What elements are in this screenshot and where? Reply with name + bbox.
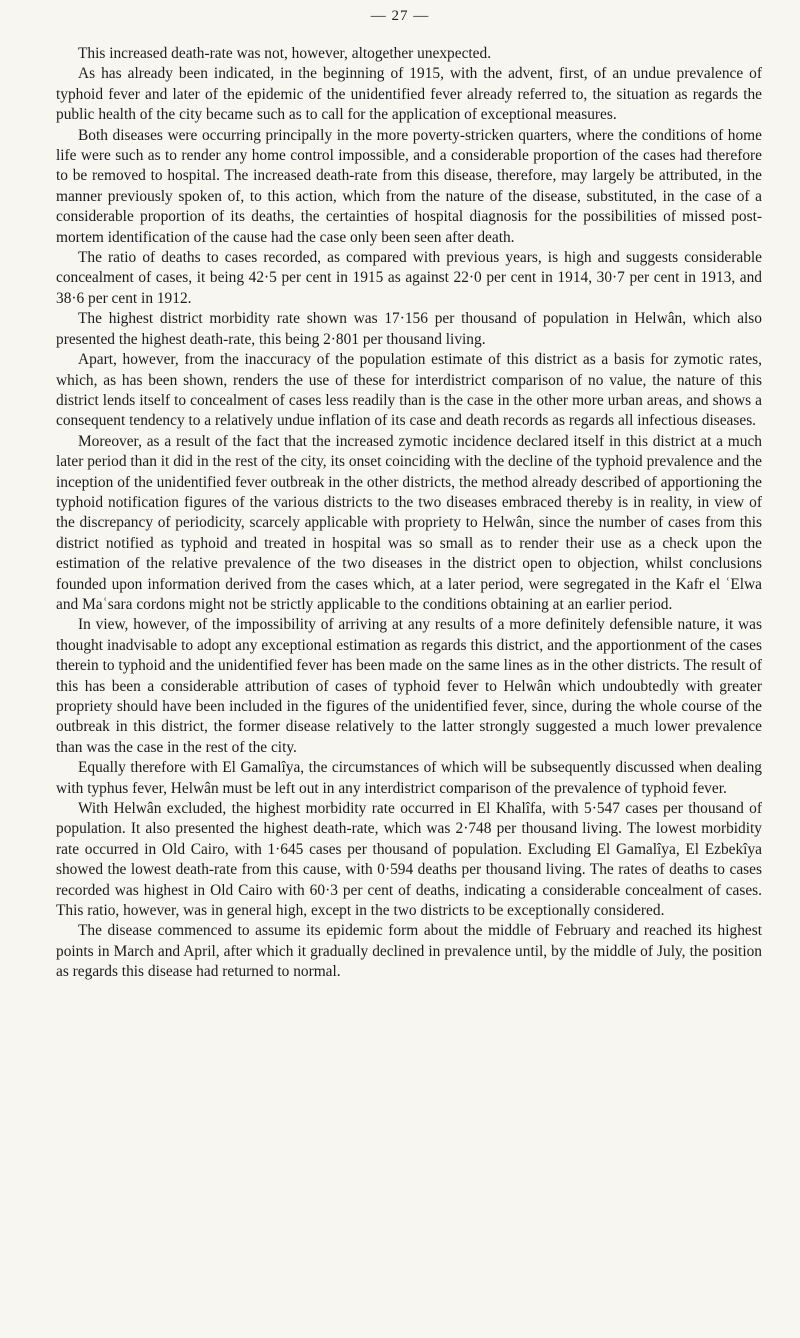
paragraph: The disease commenced to assume its epidemic form about the middle of February and reached its highest points in March and April, after which it gradually declined in prevalence until, by the middle of July, the position as regards this disease had returned to normal. (56, 922, 762, 981)
paragraph: As has already been indicated, in the beginning of 1915, with the advent, first, of an undue prevalence of typhoid fever and later of the epidemic of the unidentified fever already referred to, the situation as regards the public health of the city became such as to call for the application of exceptional measures. (56, 65, 762, 124)
paragraph: With Helwân excluded, the highest morbidity rate occurred in El Khalîfa, with 5·547 cases per thousand of population. It also presented the highest death-rate, which was 2·748 per thousand living. The lowest morbidity rate occurred in Old Cairo, with 1·645 cases per thousand of population. Excluding El Gamalîya, El Ezbekîya showed the lowest death-rate from this cause, with 0·594 deaths per thousand living. The rates of deaths to cases recorded was highest in Old Cairo with 60·3 per cent of deaths, indicating a considerable concealment of cases. This ratio, however, was in general high, except in the two districts to be exceptionally considered. (56, 800, 762, 920)
paragraph: This increased death-rate was not, however, altogether unexpected. (78, 45, 492, 62)
paragraph: Moreover, as a result of the fact that the increased zymotic incidence declared itself in this district at a much later period than it did in the rest of the city, its onset coinciding with the decline of the typhoid prevalence and the inception of the unidentified fever outbreak in the other districts, the method already described of apportioning the typhoid notification figures of the various districts to the two diseases embraced thereby is in reality, in view of the discrepancy of periodicity, scarcely applicable with propriety to Helwân, since the number of cases from this district notified as typhoid and treated in hospital was so small as to render their use as a check upon the estimation of the relative prevalence of the two diseases in the district open to objection, whilst conclusions founded upon information derived from the cases which, at a later period, were segregated in the Kafr el ʿElwa and Maʿsara cordons might not be strictly applicable to the conditions obtaining at an earlier period. (56, 432, 762, 613)
paragraph: Apart, however, from the inaccuracy of the population estimate of this district as a basis for zymotic rates, which, as has been shown, renders the use of these for interdistrict comparison of no value, the nature of this district lends itself to concealment of cases less readily than is the case in the other more urban areas, and shows a consequent tendency to a relatively undue inflation of its case and death records as regards all infectious diseases. (56, 351, 762, 430)
page-number: — 27 — (370, 8, 430, 24)
paragraph: The highest district morbidity rate shown was 17·156 per thousand of population in Helwân, which also presented the highest death-rate, this being 2·801 per thousand living. (56, 310, 762, 348)
paragraph: Both diseases were occurring principally in the more poverty-stricken quarters, where the conditions of home life were such as to render any home control impossible, and a considerable proportion of the cases had therefore to be removed to hospital. The increased death-rate from this disease, therefore, may largely be attributed, in the manner previously spoken of, to this action, which from the nature of the disease, substituted, in the case of a considerable proportion of its deaths, the certainties of hospital diagnosis for the possibilities of missed post-mortem identification of the cause had the case only been seen after death. (56, 126, 762, 246)
paragraph: Equally therefore with El Gamalîya, the circumstances of which will be subsequently discussed when dealing with typhus fever, Helwân must be left out in any interdistrict comparison of the prevalence of typhoid fever. (56, 759, 762, 797)
body-text (56, 44, 762, 983)
paragraph: In view, however, of the impossibility of arriving at any results of a more definitely defensible nature, it was thought inadvisable to adopt any exceptional estimation as regards this district, and the apportionment of the cases therein to typhoid and the unidentified fever has been made on the same lines as in the other districts. The result of this has been a considerable attribution of cases of typhoid fever to Helwân which undoubtedly with greater propriety should have been included in the figures of the unidentified fever, since, during the whole course of the outbreak in this district, the former disease relatively to the latter strongly suggested a much lower prevalence than was the case in the rest of the city. (56, 616, 762, 756)
paragraph: The ratio of deaths to cases recorded, as compared with previous years, is high and suggests considerable concealment of cases, it being 42·5 per cent in 1915 as against 22·0 per cent in 1914, 30·7 per cent in 1913, and 38·6 per cent in 1912. (56, 249, 762, 307)
